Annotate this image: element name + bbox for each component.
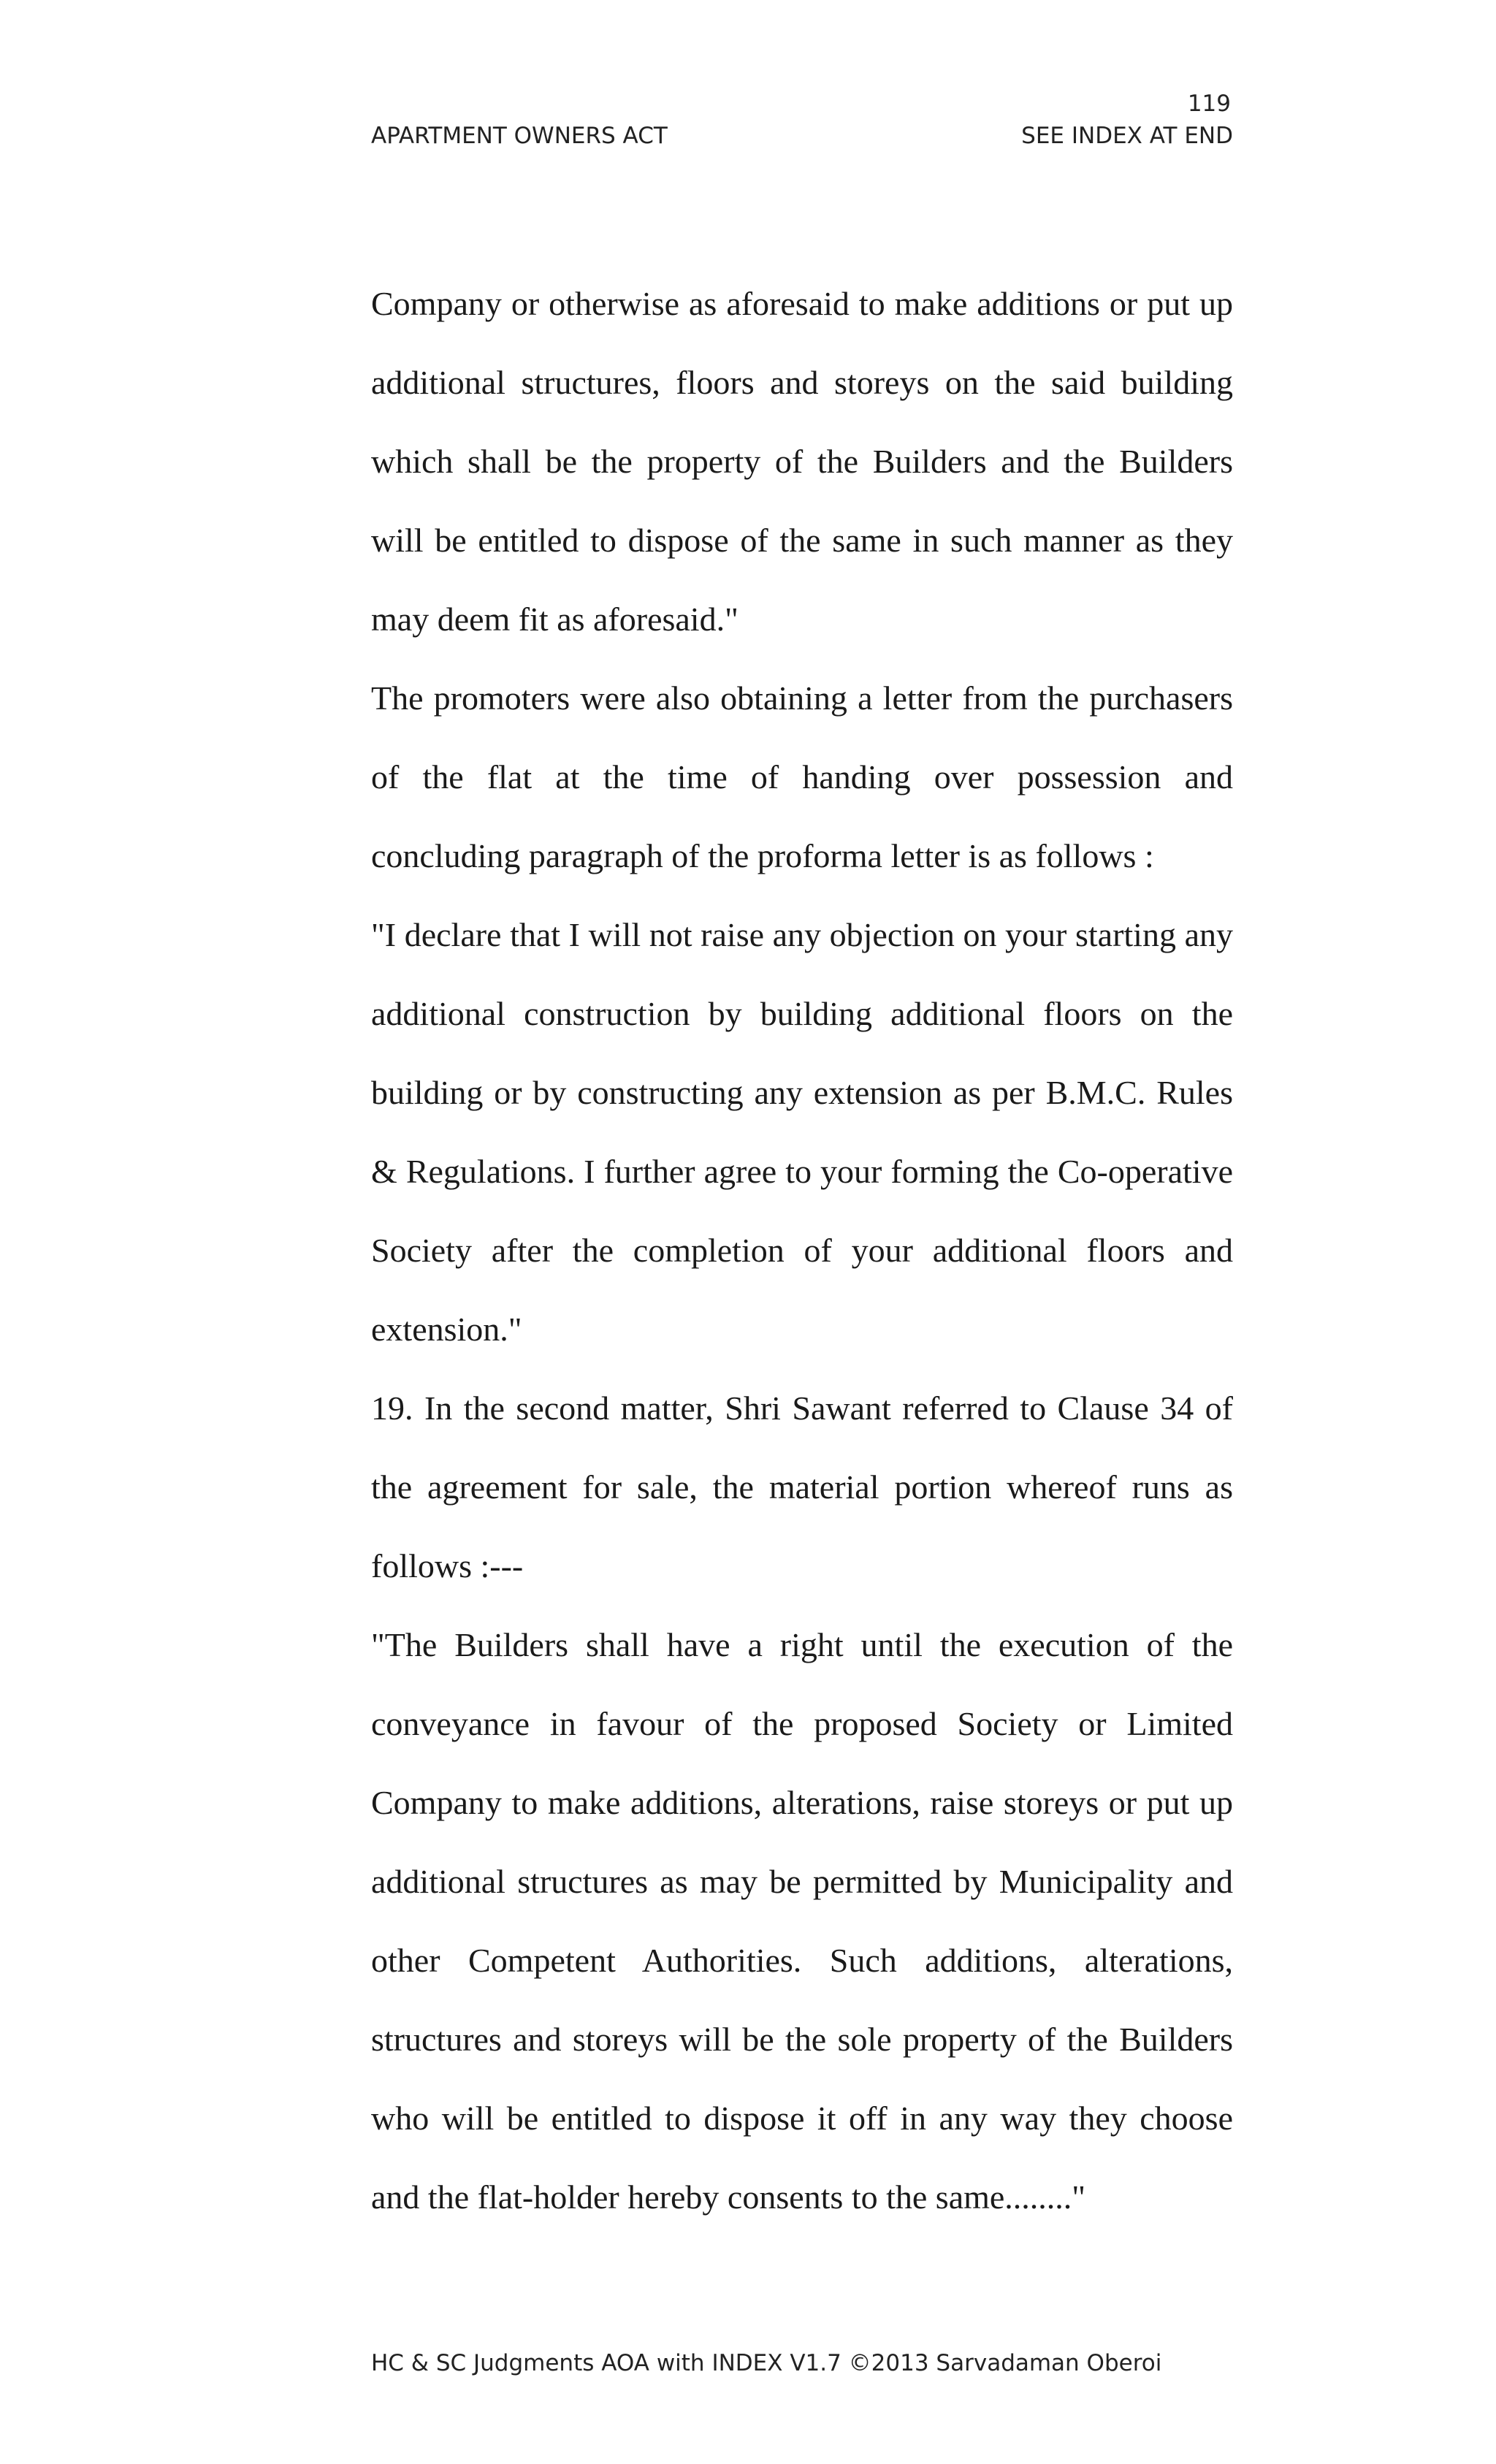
page-number: 119 (1187, 91, 1231, 117)
page-footer: HC & SC Judgments AOA with INDEX V1.7 ©2013 Sarvadaman Oberoi (371, 2350, 1162, 2376)
document-body (371, 264, 1233, 2237)
paragraph-continuation: Company or otherwise as aforesaid to make additions or put up additional structures, floors and storeys on the said building which shall be the property of the Builders and the Builders will be entitled to dispose of the same in such manner as they may deem fit as aforesaid." (371, 285, 1233, 638)
paragraph-19: 19. In the second matter, Shri Sawant referred to Clause 34 of the agreement for sale, the material portion whereof runs as follows :--- (371, 1389, 1233, 1584)
paragraph-quoted-clause-34: "The Builders shall have a right until the execution of the conveyance in favour of the proposed Society or Limited Company to make additions, alterations, raise storeys or put up additional structures as may be permitted by Municipality and other Competent Authorities. Such additions, alterations, structures and storeys will be the sole property of the Builders who will be entitled to dispose it off in any way they choose and the flat-holder hereby consents to the same........" (371, 1626, 1233, 2216)
paragraph-promoters-letter: The promoters were also obtaining a letter from the purchasers of the flat at the time of handing over possession and concluding paragraph of the proforma letter is as follows : (371, 679, 1233, 874)
paragraph-quoted-declaration: "I declare that I will not raise any objection on your starting any additional construction by building additional floors on the building or by constructing any extension as per B.M.C. Rules & Regulations. I further agree to your forming the Co-operative Society after the completion of your additional floors and extension." (371, 916, 1233, 1348)
header-left-title: APARTMENT OWNERS ACT (371, 123, 668, 149)
header-right-title: SEE INDEX AT END (1021, 123, 1233, 149)
running-header (371, 121, 1233, 150)
